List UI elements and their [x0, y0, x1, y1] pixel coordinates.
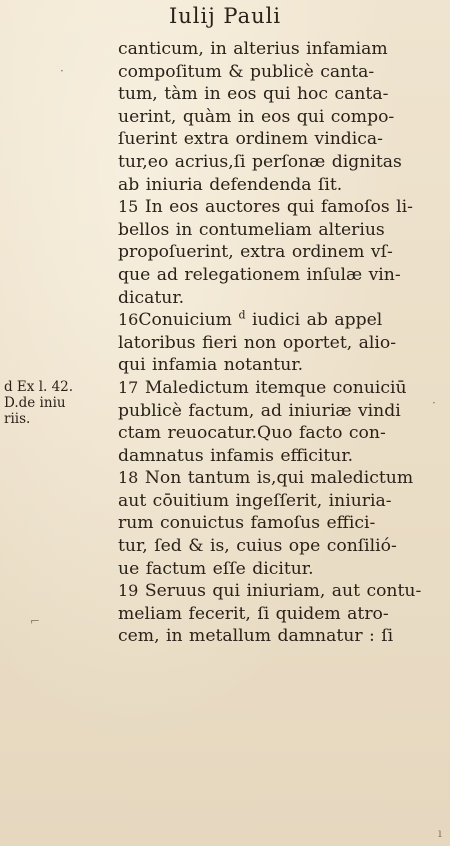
- text-line: ue factum eſſe dicitur.: [118, 558, 314, 579]
- text-line: meliam fecerit, ſi quidem atro-: [118, 603, 389, 624]
- paragraph-17-first-line: [118, 377, 434, 400]
- margin-note-line: riis.: [4, 411, 31, 427]
- text-line: aut cōuitium ingeſſerit, iniuria-: [118, 490, 392, 511]
- margin-note-line: d Ex l. 42.: [4, 379, 74, 395]
- margin-note-line: D.de iniu: [4, 395, 66, 411]
- text-line: Seruus qui iniuriam, aut contu-: [144, 581, 422, 602]
- text-line: tur, ſed & is, cuius ope conſilió-: [118, 536, 397, 557]
- paper-speck: ·: [432, 396, 436, 410]
- text-line: publicè factum, ad iniuriæ vindi: [118, 400, 401, 421]
- text-line: qui infamia notantur.: [118, 355, 304, 376]
- marginal-citation: [4, 379, 104, 427]
- text-fragment: iudici ab appel: [251, 310, 383, 331]
- text-line: tum, tàm in eos qui hoc canta-: [118, 84, 389, 105]
- text-line: Maledictum itemque conuiciū: [144, 377, 407, 398]
- text-line: uerint, quàm in eos qui compo-: [118, 106, 395, 127]
- paragraph-number: 16: [118, 310, 139, 330]
- text-line: In eos auctores qui famoſos li-: [144, 197, 413, 218]
- text-line: bellos in contumeliam alterius: [118, 219, 385, 240]
- text-line: tur,eo acrius,ſi perſonæ dignitas: [118, 151, 402, 172]
- text-line: ab iniuria defendenda ſit.: [118, 174, 343, 195]
- paragraph-number: 18: [118, 468, 139, 488]
- note-marker: d: [238, 308, 246, 322]
- paragraph-19-first-line: [118, 580, 434, 603]
- paper-speck: ·: [60, 64, 64, 78]
- text-line: compoſitum & publicè canta-: [118, 61, 375, 82]
- paragraph-number: 19: [118, 581, 139, 601]
- text-line: Non tantum is,qui maledictum: [144, 468, 414, 489]
- paragraph-number: 15: [118, 197, 139, 217]
- text-line: que ad relegationem inſulæ vin-: [118, 264, 401, 285]
- main-text-column: [118, 38, 434, 648]
- text-line: propoſuerint, extra ordinem vſ-: [118, 242, 393, 263]
- text-line: canticum, in alterius infamiam: [118, 39, 388, 59]
- text-line: ſuerint extra ordinem vindica-: [118, 129, 383, 150]
- text-line: rum conuictus famoſus effici-: [118, 513, 376, 534]
- text-line: ctam reuocatur.Quo facto con-: [118, 423, 386, 444]
- paragraph-18-first-line: [118, 467, 434, 490]
- text-line: cem, in metallum damnatur : ſi: [118, 626, 394, 647]
- text-line: damnatus infamis efficitur.: [118, 445, 354, 466]
- text-fragment: Conuicium: [138, 310, 232, 331]
- paper-speck: ⌐: [30, 614, 41, 628]
- paragraph-15-first-line: [118, 196, 434, 219]
- paragraph-16-first-line: [118, 309, 434, 332]
- text-line: latoribus fieri non oportet, alio-: [118, 332, 397, 353]
- paragraph-number: 17: [118, 377, 139, 397]
- text-line: dicatur.: [118, 287, 185, 308]
- running-head: Iulij Pauli: [168, 4, 282, 28]
- paper-speck: ı: [438, 826, 442, 840]
